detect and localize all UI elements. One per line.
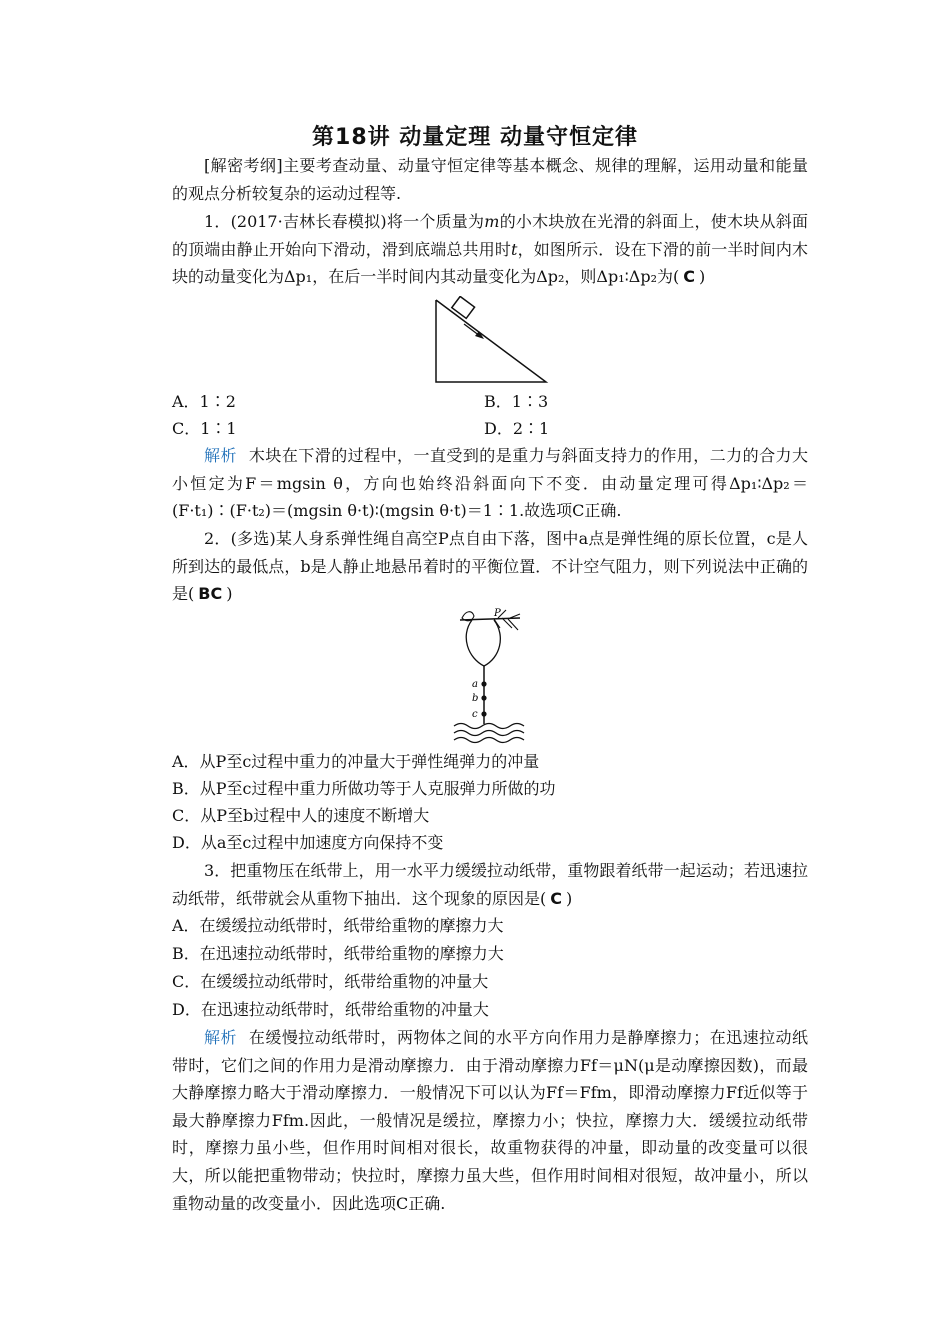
question-1-option-c: C．1∶1 [172,419,237,438]
question-2-option-c: C．从P至b过程中人的速度不断增大 [172,806,430,825]
question-1-stem: 1．(2017·吉林长春模拟)将一个质量为m的小木块放在光滑的斜面上，使木块从斜面的顶端由静止开始向下滑动，滑到底端总共用时t，如图所示．设在下滑的前一半时间内木块的动量变化为Δp₁，在后一半时间内其动量变化为Δp₂，则Δp₁∶Δp₂为( C ) [172,212,808,287]
point-b-dot [481,695,486,700]
elastic-rope-loop [466,620,500,666]
question-3-option-c: C．在缓缓拉动纸带时，纸带给重物的冲量大 [172,972,489,991]
question-3-option-b: B．在迅速拉动纸带时，纸带给重物的摩擦力大 [172,944,504,963]
point-b-label: b [472,693,479,704]
question-1-answer: C [683,267,696,287]
question-3-option-a: A．在缓缓拉动纸带时，纸带给重物的摩擦力大 [172,916,504,935]
question-1-option-b: B．1∶3 [484,392,549,411]
point-c-label: c [472,709,478,720]
question-2-answer: BC [198,584,223,604]
branch [460,618,520,620]
wave-2 [454,731,524,736]
point-a-dot [481,681,486,686]
question-3-option-d: D．在迅速拉动纸带时，纸带给重物的冲量大 [172,1000,489,1019]
question-2-option-a: A．从P至c过程中重力的冲量大于弹性绳弹力的冲量 [172,752,540,771]
point-c-dot [481,711,486,716]
wave-3 [454,738,524,743]
wave-1 [454,724,524,729]
question-2-stem: 2．(多选)某人身系弹性绳自高空P点自由下落，图中a点是弹性绳的原长位置，c是人所到达的最低点，b是人静止地悬吊着时的平衡位置．不计空气阻力，则下列说法中正确的是( BC ) [172,529,808,604]
analysis-label: 解析 [204,446,237,465]
page-title: 第18讲 动量定理 动量守恒定律 [312,125,638,150]
question-1-option-a: A．1∶2 [172,392,236,411]
question-3-analysis: 解析 在缓慢拉动纸带时，两物体之间的水平方向作用力是静摩擦力；在迅速拉动纸带时，它们之间的作用力是滑动摩擦力．由于滑动摩擦力Ff＝μN(μ是动摩擦因数)，而最大静摩擦力略大于滑动摩擦力．一般情况下可以认为Ff＝Ffm，即滑动摩擦力Ff近似等于最大静摩擦力Ffm.因此，一般情况是缓拉，摩擦力小；快拉，摩擦力大．缓缓拉动纸带时，摩擦力虽小些，但作用时间相对很长，故重物获得的冲量，即动量的改变量可以很大，所以能把重物带动；快拉时，摩擦力虽大些，但作用时间相对很短，故冲量小，所以重物动量的改变量小．因此选项C正确. [172,1028,808,1213]
intro-paragraph: [解密考纲]主要考查动量、动量守恒定律等基本概念、规律的理解，运用动量和能量的观点分析较复杂的运动过程等. [172,156,808,203]
question-1-option-d: D．2∶1 [484,419,550,438]
analysis-label: 解析 [204,1028,237,1047]
question-2-option-b: B．从P至c过程中重力所做功等于人克服弹力所做的功 [172,779,556,798]
question-2-option-d: D．从a至c过程中加速度方向保持不变 [172,833,444,852]
incline-figure [430,296,554,386]
point-a-label: a [472,679,478,690]
bungee-figure [450,606,530,746]
point-p-label: P [494,608,501,619]
question-1-analysis: 解析 木块在下滑的过程中，一直受到的是重力与斜面支持力的作用，二力的合力大小恒定为F＝mgsin θ，方向也始终沿斜面向下不变．由动量定理可得Δp₁∶Δp₂＝(F·t₁)∶(F·t₂)＝(mgsin θ·t)∶(mgsin θ·t)＝1∶1.故选项C正确. [172,446,808,521]
question-3-answer: C [550,888,562,908]
question-3-stem: 3．把重物压在纸带上，用一水平力缓缓拉动纸带，重物跟着纸带一起运动；若迅速拉动纸带，纸带就会从重物下抽出．这个现象的原因是( C ) [172,861,808,908]
incline-triangle [436,300,546,382]
